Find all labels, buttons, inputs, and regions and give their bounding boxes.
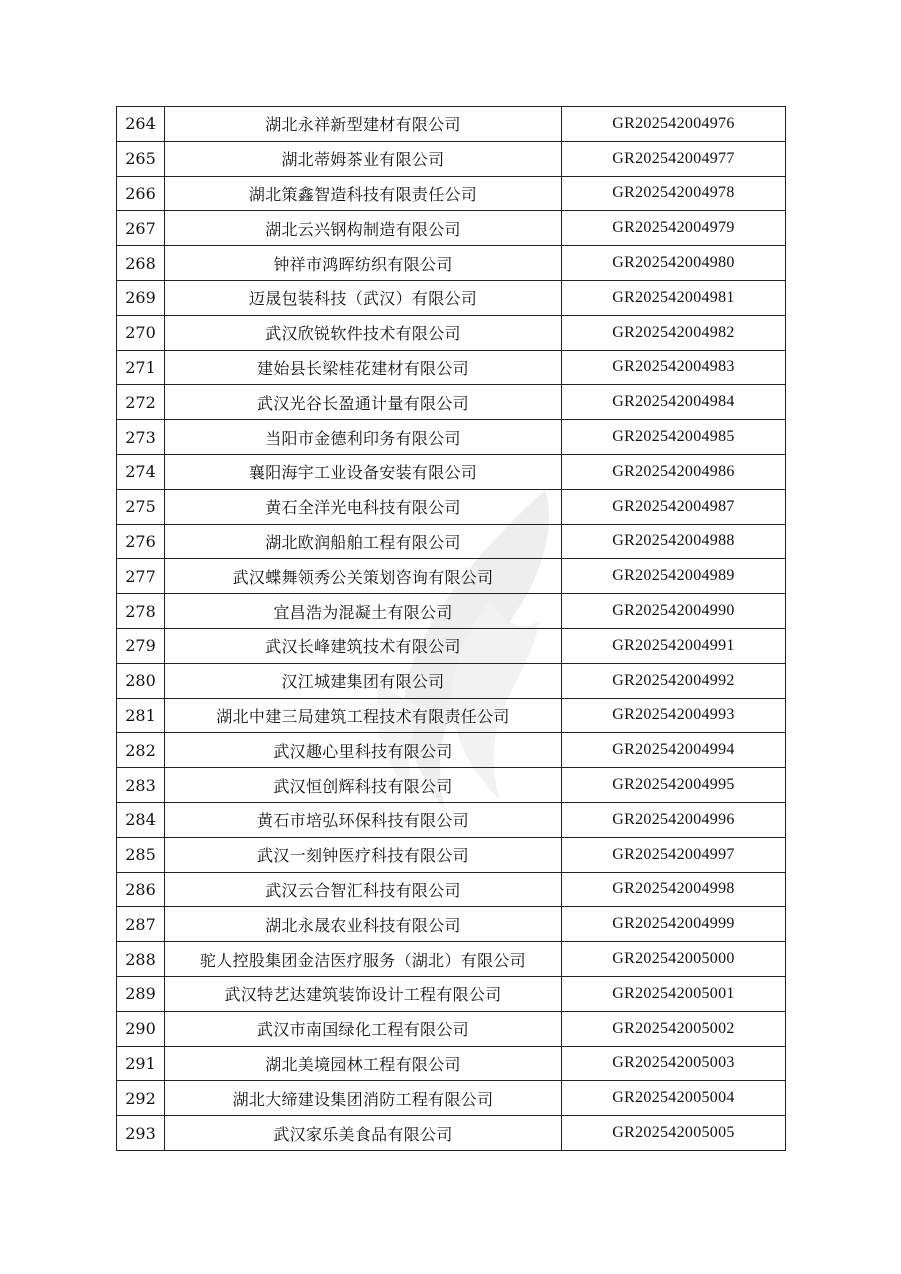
table-row	[117, 594, 786, 629]
certificate-code-cell: GR202542004986	[562, 454, 786, 489]
certificate-code-cell: GR202542004977	[562, 141, 786, 176]
row-index-cell: 289	[117, 976, 165, 1011]
table-row	[117, 802, 786, 837]
certificate-code-cell: GR202542004981	[562, 280, 786, 315]
row-index-cell: 285	[117, 837, 165, 872]
table-row	[117, 976, 786, 1011]
table-row	[117, 524, 786, 559]
row-index-cell: 277	[117, 559, 165, 594]
table-row	[117, 907, 786, 942]
company-name-cell: 武汉家乐美食品有限公司	[165, 1116, 562, 1151]
company-name-cell: 武汉市南国绿化工程有限公司	[165, 1011, 562, 1046]
table-row	[117, 663, 786, 698]
company-name-cell: 武汉趣心里科技有限公司	[165, 733, 562, 768]
certificate-code-cell: GR202542004997	[562, 837, 786, 872]
row-index-cell: 274	[117, 454, 165, 489]
company-name-cell: 汉江城建集团有限公司	[165, 663, 562, 698]
company-name-cell: 襄阳海宇工业设备安装有限公司	[165, 454, 562, 489]
table-row	[117, 1116, 786, 1151]
table-row	[117, 872, 786, 907]
table-row	[117, 141, 786, 176]
row-index-cell: 279	[117, 628, 165, 663]
certificate-code-cell: GR202542004980	[562, 246, 786, 281]
certificate-code-cell: GR202542004985	[562, 420, 786, 455]
table-row	[117, 107, 786, 142]
row-index-cell: 265	[117, 141, 165, 176]
row-index-cell: 290	[117, 1011, 165, 1046]
row-index-cell: 266	[117, 176, 165, 211]
company-name-cell: 武汉恒创辉科技有限公司	[165, 768, 562, 803]
company-list-table	[116, 106, 786, 1151]
company-name-cell: 当阳市金德利印务有限公司	[165, 420, 562, 455]
certificate-code-cell: GR202542004995	[562, 768, 786, 803]
certificate-code-cell: GR202542004979	[562, 211, 786, 246]
certificate-code-cell: GR202542004982	[562, 315, 786, 350]
company-name-cell: 武汉特艺达建筑装饰设计工程有限公司	[165, 976, 562, 1011]
row-index-cell: 264	[117, 107, 165, 142]
table-row	[117, 837, 786, 872]
table-row	[117, 315, 786, 350]
row-index-cell: 276	[117, 524, 165, 559]
certificate-code-cell: GR202542004976	[562, 107, 786, 142]
row-index-cell: 283	[117, 768, 165, 803]
company-name-cell: 湖北美境园林工程有限公司	[165, 1046, 562, 1081]
table-row	[117, 733, 786, 768]
table-row	[117, 420, 786, 455]
certificate-code-cell: GR202542005004	[562, 1081, 786, 1116]
table-row	[117, 385, 786, 420]
table-row	[117, 489, 786, 524]
company-name-cell: 湖北永祥新型建材有限公司	[165, 107, 562, 142]
certificate-code-cell: GR202542004988	[562, 524, 786, 559]
certificate-code-cell: GR202542004989	[562, 559, 786, 594]
table-row	[117, 280, 786, 315]
row-index-cell: 284	[117, 802, 165, 837]
table-body	[117, 107, 786, 1151]
row-index-cell: 270	[117, 315, 165, 350]
company-name-cell: 湖北永晟农业科技有限公司	[165, 907, 562, 942]
company-name-cell: 武汉长峰建筑技术有限公司	[165, 628, 562, 663]
table-row	[117, 1011, 786, 1046]
certificate-code-cell: GR202542004996	[562, 802, 786, 837]
certificate-code-cell: GR202542005003	[562, 1046, 786, 1081]
row-index-cell: 268	[117, 246, 165, 281]
row-index-cell: 272	[117, 385, 165, 420]
company-name-cell: 武汉云合智汇科技有限公司	[165, 872, 562, 907]
company-name-cell: 武汉一刻钟医疗科技有限公司	[165, 837, 562, 872]
certificate-code-cell: GR202542004983	[562, 350, 786, 385]
company-name-cell: 武汉欣锐软件技术有限公司	[165, 315, 562, 350]
row-index-cell: 286	[117, 872, 165, 907]
company-name-cell: 黄石全洋光电科技有限公司	[165, 489, 562, 524]
row-index-cell: 293	[117, 1116, 165, 1151]
company-name-cell: 钟祥市鸿晖纺织有限公司	[165, 246, 562, 281]
company-name-cell: 湖北大缔建设集团消防工程有限公司	[165, 1081, 562, 1116]
row-index-cell: 281	[117, 698, 165, 733]
company-name-cell: 驼人控股集团金洁医疗服务（湖北）有限公司	[165, 942, 562, 977]
certificate-code-cell: GR202542005002	[562, 1011, 786, 1046]
row-index-cell: 267	[117, 211, 165, 246]
row-index-cell: 287	[117, 907, 165, 942]
company-name-cell: 迈晟包装科技（武汉）有限公司	[165, 280, 562, 315]
table-row	[117, 942, 786, 977]
table-row	[117, 698, 786, 733]
certificate-code-cell: GR202542005001	[562, 976, 786, 1011]
certificate-code-cell: GR202542004992	[562, 663, 786, 698]
certificate-code-cell: GR202542004990	[562, 594, 786, 629]
company-name-cell: 湖北蒂姆茶业有限公司	[165, 141, 562, 176]
table-row	[117, 768, 786, 803]
row-index-cell: 282	[117, 733, 165, 768]
table-row	[117, 246, 786, 281]
company-name-cell: 湖北欧润船舶工程有限公司	[165, 524, 562, 559]
certificate-code-cell: GR202542004993	[562, 698, 786, 733]
table-row	[117, 1046, 786, 1081]
table-row	[117, 454, 786, 489]
company-name-cell: 湖北云兴钢构制造有限公司	[165, 211, 562, 246]
company-name-cell: 武汉蝶舞领秀公关策划咨询有限公司	[165, 559, 562, 594]
row-index-cell: 273	[117, 420, 165, 455]
table-row	[117, 559, 786, 594]
row-index-cell: 278	[117, 594, 165, 629]
row-index-cell: 280	[117, 663, 165, 698]
certificate-code-cell: GR202542004999	[562, 907, 786, 942]
table-row	[117, 211, 786, 246]
row-index-cell: 269	[117, 280, 165, 315]
certificate-code-cell: GR202542004991	[562, 628, 786, 663]
certificate-code-cell: GR202542004994	[562, 733, 786, 768]
table-row	[117, 1081, 786, 1116]
certificate-code-cell: GR202542004987	[562, 489, 786, 524]
certificate-code-cell: GR202542004998	[562, 872, 786, 907]
table-row	[117, 628, 786, 663]
company-name-cell: 建始县长梁桂花建材有限公司	[165, 350, 562, 385]
certificate-code-cell: GR202542005005	[562, 1116, 786, 1151]
certificate-code-cell: GR202542005000	[562, 942, 786, 977]
company-name-cell: 湖北中建三局建筑工程技术有限责任公司	[165, 698, 562, 733]
row-index-cell: 271	[117, 350, 165, 385]
company-name-cell: 武汉光谷长盈通计量有限公司	[165, 385, 562, 420]
company-name-cell: 湖北策鑫智造科技有限责任公司	[165, 176, 562, 211]
table-row	[117, 176, 786, 211]
row-index-cell: 291	[117, 1046, 165, 1081]
certificate-code-cell: GR202542004978	[562, 176, 786, 211]
company-name-cell: 宜昌浩为混凝土有限公司	[165, 594, 562, 629]
company-name-cell: 黄石市培弘环保科技有限公司	[165, 802, 562, 837]
row-index-cell: 288	[117, 942, 165, 977]
row-index-cell: 275	[117, 489, 165, 524]
certificate-code-cell: GR202542004984	[562, 385, 786, 420]
table-row	[117, 350, 786, 385]
row-index-cell: 292	[117, 1081, 165, 1116]
